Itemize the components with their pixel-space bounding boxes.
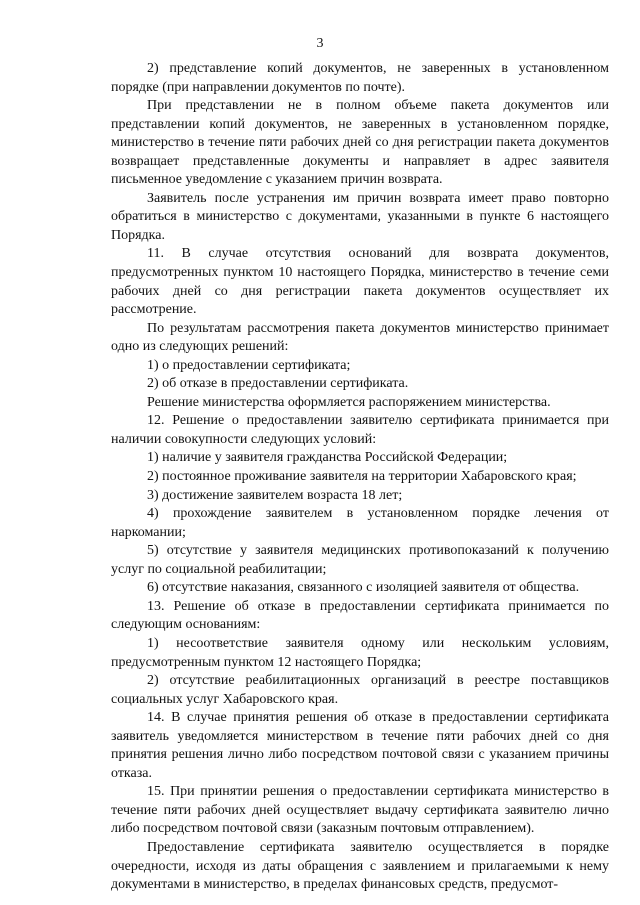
paragraph: 11. В случае отсутствия оснований для возврата документов, предусмотренных пунктом 10 настоящего Порядка, министерство в течение семи рабочих дней со дня регистрации пакета документов осуществляет их рассмотрение. bbox=[111, 246, 609, 318]
paragraph: 15. При принятии решения о предоставлении сертификата министерство в течение пяти рабочих дней осуществляет выдачу сертификата заявителю лично либо посредством почтовой связи (заказным почтовым отправлением). bbox=[111, 784, 609, 837]
paragraph: Решение министерства оформляется распоряжением министерства. bbox=[147, 394, 551, 410]
paragraph: 12. Решение о предоставлении заявителю сертификата принимается при наличии совокупности следующих условий: bbox=[111, 413, 609, 447]
list-item: 2) отсутствие реабилитационных организаций в реестре поставщиков социальных услуг Хабаровского края. bbox=[111, 673, 609, 707]
paragraph: 14. В случае принятия решения об отказе в предоставлении сертификата заявитель уведомляется министерством в течение пяти рабочих дней со дня принятия решения лично либо посредством почтовой связи с указанием причины отказа. bbox=[111, 710, 609, 781]
paragraph: При представлении не в полном объеме пакета документов или представлении копий документов, не заверенных в установленном порядке, министерство в течение пяти рабочих дней со дня регистрации пакета документов возвращает представленные документы и направляет в адрес заявителя письменное уведомление с указанием причин возврата. bbox=[111, 98, 609, 188]
page-number: 3 bbox=[316, 36, 324, 51]
list-item: 3) достижение заявителем возраста 18 лет; bbox=[147, 487, 403, 503]
paragraph: Заявитель после устранения им причин возврата имеет право повторно обратиться в министерство с документами, указанными в пункте 6 настоящего Порядка. bbox=[111, 190, 609, 243]
paragraph: Предоставление сертификата заявителю осуществляется в порядке очередности, исходя из даты обращения с заявлением и прилагаемыми к нему документами в министерство, в пределах финансовых средств, предусмот- bbox=[111, 839, 609, 893]
paragraph: 2) представление копий документов, не заверенных в установленном порядке (при направлении документов по почте). bbox=[111, 61, 609, 95]
list-item: 2) постоянное проживание заявителя на территории Хабаровского края; bbox=[147, 469, 577, 485]
document-body bbox=[111, 60, 609, 895]
list-item: 1) о предоставлении сертификата; bbox=[147, 357, 351, 373]
list-item: 4) прохождение заявителем в установленном порядке лечения от наркомании; bbox=[111, 506, 609, 540]
list-item: 1) несоответствие заявителя одному или нескольким условиям, предусмотренным пунктом 12 настоящего Порядка; bbox=[111, 635, 609, 670]
list-item: 2) об отказе в предоставлении сертификата. bbox=[147, 376, 409, 392]
list-item: 6) отсутствие наказания, связанного с изоляцией заявителя от общества. bbox=[147, 580, 580, 596]
list-item: 5) отсутствие у заявителя медицинских противопоказаний к получению услуг по социальной реабилитации; bbox=[111, 543, 609, 577]
list-item: 1) наличие у заявителя гражданства Российской Федерации; bbox=[147, 450, 508, 466]
paragraph: По результатам рассмотрения пакета документов министерство принимает одно из следующих решений: bbox=[111, 320, 609, 355]
paragraph: 13. Решение об отказе в предоставлении сертификата принимается по следующим основаниям: bbox=[111, 598, 609, 633]
